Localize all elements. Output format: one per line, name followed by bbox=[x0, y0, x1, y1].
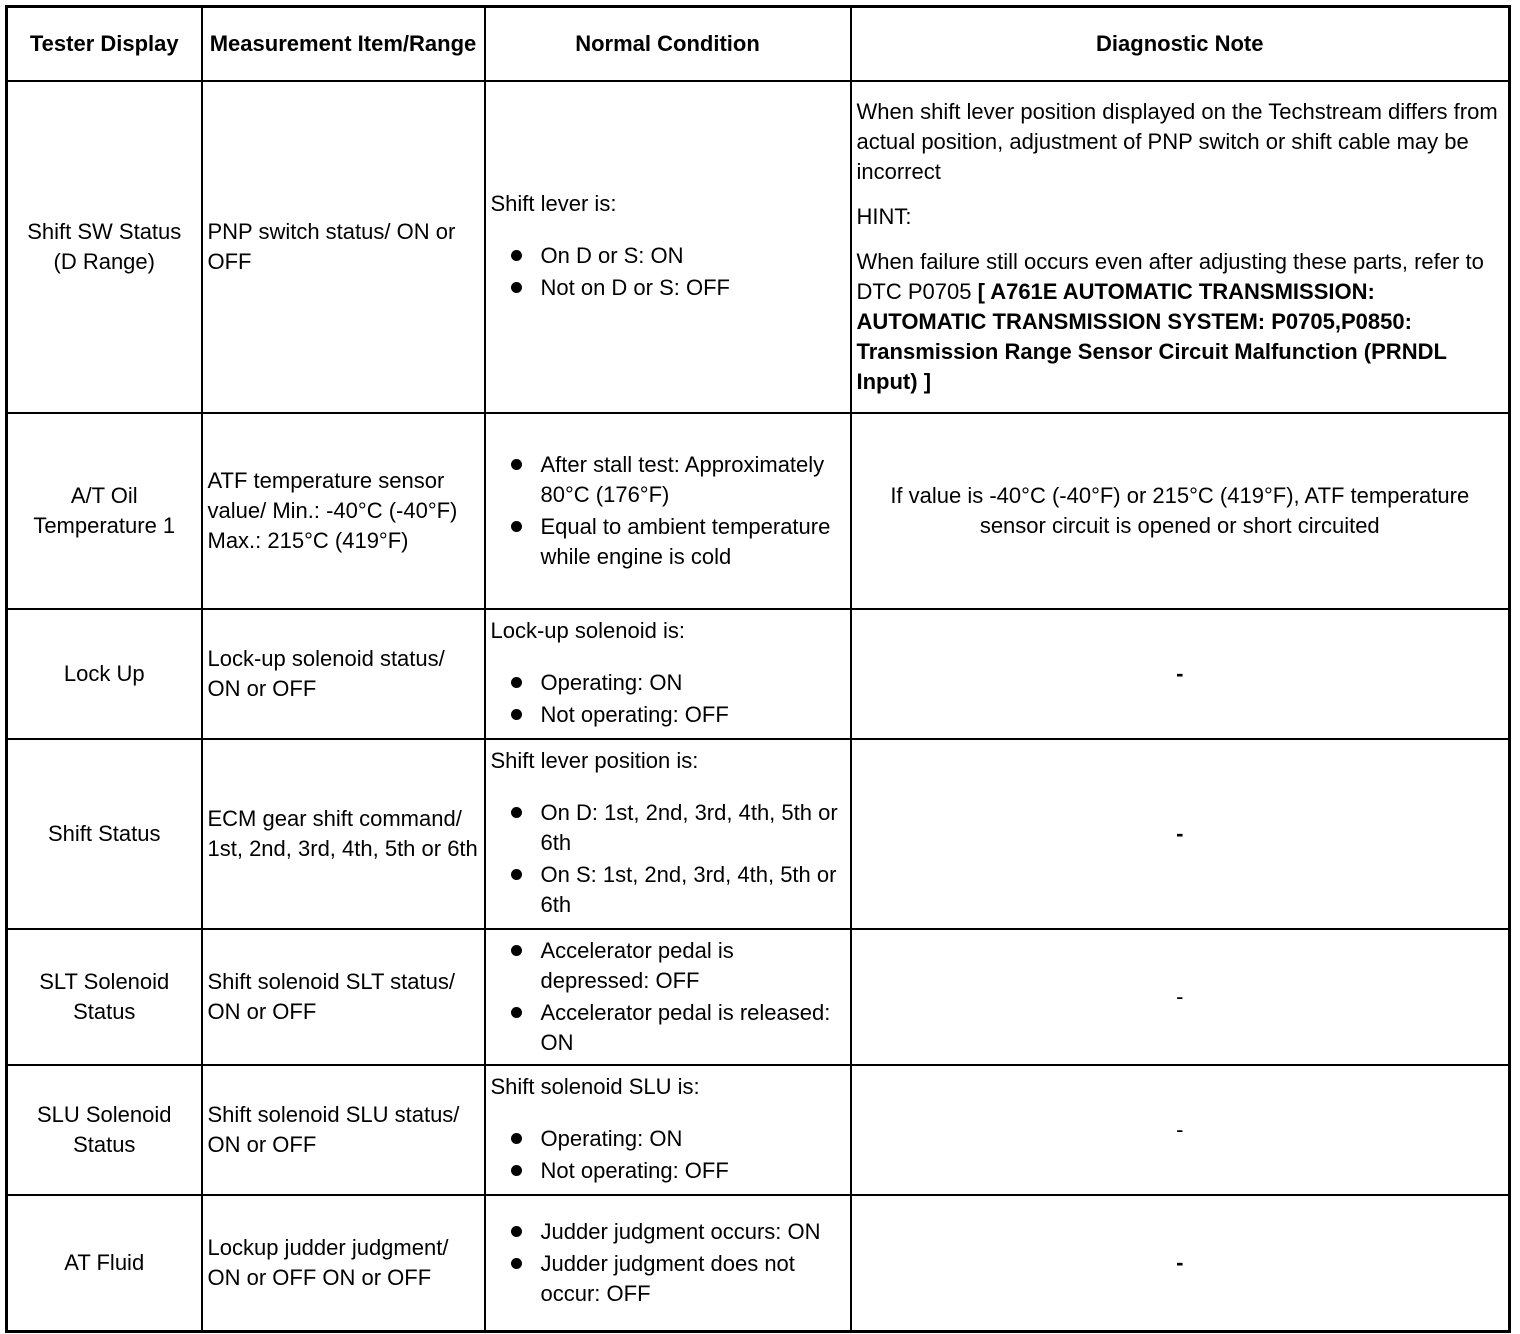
tester-display-cell: A/T Oil Temperature 1 bbox=[7, 413, 202, 609]
tester-display-cell: Lock Up bbox=[7, 609, 202, 739]
measurement-cell: Lock-up solenoid status/ ON or OFF bbox=[202, 609, 485, 739]
condition-list bbox=[491, 1124, 845, 1186]
header-diagnostic-note: Diagnostic Note bbox=[851, 7, 1510, 82]
dtc-reference-link[interactable]: [ A761E AUTOMATIC TRANSMISSION: AUTOMATIC TRANSMISSION SYSTEM: P0705,P0850: Transmission Range Sensor Circuit Malfunction (PRNDL Input) ] bbox=[856, 279, 1447, 394]
list-item: On D: 1st, 2nd, 3rd, 4th, 5th or 6th bbox=[541, 798, 845, 858]
condition-list bbox=[491, 241, 845, 303]
list-item: Accelerator pedal is depressed: OFF bbox=[541, 936, 845, 996]
list-item: Not operating: OFF bbox=[541, 700, 845, 730]
note-text: When failure still occurs even after adjusting these parts, refer to DTC P0705 bbox=[856, 249, 1484, 304]
table-row bbox=[7, 413, 1510, 609]
table-row bbox=[7, 739, 1510, 929]
table-row bbox=[7, 609, 1510, 739]
normal-condition-cell bbox=[485, 1065, 851, 1195]
tester-display-cell: Shift SW Status (D Range) bbox=[7, 81, 202, 413]
list-item: After stall test: Approximately 80°C (176°F) bbox=[541, 450, 845, 510]
tester-display-cell: AT Fluid bbox=[7, 1195, 202, 1331]
list-item: Operating: ON bbox=[541, 668, 845, 698]
tester-display-cell: SLT Solenoid Status bbox=[7, 929, 202, 1065]
note-paragraph bbox=[857, 247, 1504, 397]
diagnostic-note-cell: - bbox=[851, 1065, 1510, 1195]
header-row bbox=[7, 7, 1510, 82]
table-row bbox=[7, 1195, 1510, 1331]
tester-display-cell: SLU Solenoid Status bbox=[7, 1065, 202, 1195]
normal-condition-cell bbox=[485, 609, 851, 739]
list-item: On S: 1st, 2nd, 3rd, 4th, 5th or 6th bbox=[541, 860, 845, 920]
diagnostic-note-cell: - bbox=[851, 609, 1510, 739]
table-row bbox=[7, 81, 1510, 413]
note-paragraph: When shift lever position displayed on the Techstream differs from actual position, adjustment of PNP switch or shift cable may be incorrect bbox=[856, 99, 1498, 184]
measurement-cell: Lockup judder judgment/ ON or OFF ON or OFF bbox=[202, 1195, 485, 1331]
measurement-cell: Shift solenoid SLT status/ ON or OFF bbox=[202, 929, 485, 1065]
condition-intro: Lock-up solenoid is: bbox=[490, 618, 685, 643]
table-row bbox=[7, 1065, 1510, 1195]
condition-list bbox=[491, 668, 845, 730]
condition-list bbox=[491, 450, 845, 572]
normal-condition-cell bbox=[485, 81, 851, 413]
diagnostic-note-cell: - bbox=[851, 1195, 1510, 1331]
measurement-cell: ATF temperature sensor value/ Min.: -40°C (-40°F) Max.: 215°C (419°F) bbox=[202, 413, 485, 609]
header-normal-condition: Normal Condition bbox=[485, 7, 851, 82]
condition-intro: Shift lever position is: bbox=[490, 748, 699, 773]
table-row bbox=[7, 929, 1510, 1065]
normal-condition-cell bbox=[485, 413, 851, 609]
diagnostic-note-cell: - bbox=[851, 739, 1510, 929]
header-tester-display: Tester Display bbox=[7, 7, 202, 82]
condition-intro: Shift solenoid SLU is: bbox=[490, 1074, 700, 1099]
condition-list bbox=[491, 798, 845, 920]
diagnostic-note-cell: - bbox=[851, 929, 1510, 1065]
normal-condition-cell bbox=[485, 739, 851, 929]
list-item: Equal to ambient temperature while engine is cold bbox=[541, 512, 845, 572]
condition-list bbox=[491, 1217, 845, 1309]
tester-display-cell: Shift Status bbox=[7, 739, 202, 929]
diagnostic-note-cell bbox=[851, 81, 1510, 413]
measurement-cell: ECM gear shift command/ 1st, 2nd, 3rd, 4th, 5th or 6th bbox=[202, 739, 485, 929]
list-item: Accelerator pedal is released: ON bbox=[541, 998, 845, 1058]
list-item: Judder judgment does not occur: OFF bbox=[541, 1249, 845, 1309]
list-item: Not on D or S: OFF bbox=[541, 273, 845, 303]
diagnostic-data-table bbox=[5, 5, 1511, 1333]
condition-intro: Shift lever is: bbox=[490, 191, 617, 216]
condition-list bbox=[491, 936, 845, 1058]
list-item: Not operating: OFF bbox=[541, 1156, 845, 1186]
normal-condition-cell bbox=[485, 1195, 851, 1331]
list-item: Judder judgment occurs: ON bbox=[541, 1217, 845, 1247]
header-measurement-item: Measurement Item/Range bbox=[202, 7, 485, 82]
list-item: Operating: ON bbox=[541, 1124, 845, 1154]
list-item: On D or S: ON bbox=[541, 241, 845, 271]
diagnostic-note-cell: If value is -40°C (-40°F) or 215°C (419°F), ATF temperature sensor circuit is opened or short circuited bbox=[851, 413, 1510, 609]
measurement-cell: PNP switch status/ ON or OFF bbox=[202, 81, 485, 413]
note-hint-label: HINT: bbox=[856, 204, 912, 229]
measurement-cell: Shift solenoid SLU status/ ON or OFF bbox=[202, 1065, 485, 1195]
normal-condition-cell bbox=[485, 929, 851, 1065]
